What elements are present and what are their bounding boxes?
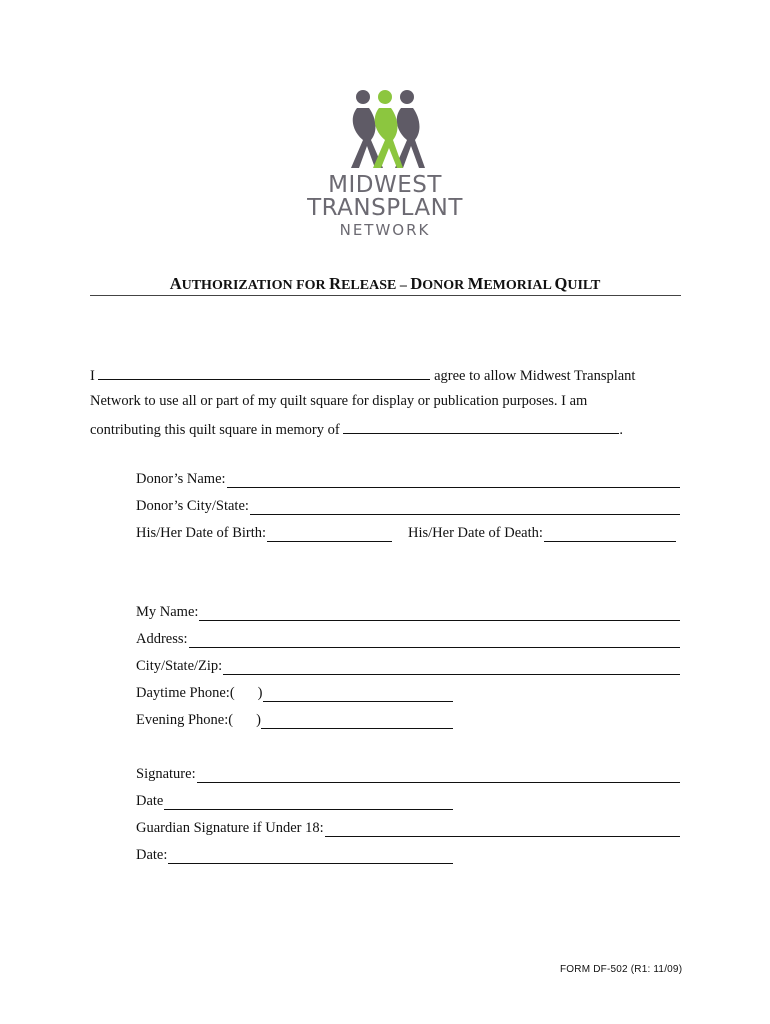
donor-name-field	[136, 471, 680, 488]
logo-text-transplant: TRANSPLANT	[307, 195, 463, 221]
donor-dob-input[interactable]	[267, 526, 392, 542]
address-label: Address:	[136, 631, 188, 647]
my-name-input[interactable]	[199, 605, 680, 621]
donor-dod-label: His/Her Date of Death:	[408, 525, 543, 541]
date-input[interactable]	[164, 794, 453, 810]
logo-text-network: NETWORK	[339, 221, 431, 239]
title-part-1: UTHORIZATION FOR	[181, 278, 330, 293]
donor-name-label: Donor’s Name:	[136, 471, 226, 487]
title-part-2: ELEASE –	[341, 278, 411, 293]
evening-phone-input[interactable]	[261, 713, 453, 729]
form-number: FORM DF-502 (R1: 11/09)	[560, 964, 683, 975]
donor-city-state-input[interactable]	[250, 499, 680, 515]
paragraph-pronoun: I	[90, 368, 95, 384]
daytime-phone-input[interactable]	[263, 686, 453, 702]
city-state-zip-label: City/State/Zip:	[136, 658, 223, 674]
signature-field	[136, 766, 680, 783]
my-name-label: My Name:	[136, 604, 199, 620]
my-name-field	[136, 604, 680, 621]
title-cap-q: Q	[554, 274, 568, 293]
donor-city-state-label: Donor’s City/State:	[136, 498, 249, 514]
daytime-phone-paren-close: )	[257, 685, 263, 701]
city-state-zip-input[interactable]	[223, 659, 680, 675]
title-cap-r: R	[329, 274, 342, 293]
signature-label: Signature:	[136, 766, 196, 782]
guardian-signature-input[interactable]	[325, 821, 680, 837]
authorization-line-1	[90, 366, 635, 385]
authorizer-name-blank[interactable]	[98, 366, 430, 380]
daytime-phone-label: Daytime Phone:(	[136, 685, 235, 701]
ribbon-figures-logo-icon	[345, 88, 425, 170]
title-divider	[90, 295, 681, 296]
address-field	[136, 631, 680, 648]
authorization-line-2: Network to use all or part of my quilt square for display or publication purposes. I am	[90, 393, 588, 409]
title-cap-d: D	[410, 274, 423, 293]
date-field	[136, 793, 453, 810]
guardian-signature-field	[136, 820, 680, 837]
paragraph-line-1-text: agree to allow Midwest Transplant	[434, 368, 636, 384]
donor-name-input[interactable]	[227, 472, 680, 488]
organization-logo	[300, 88, 470, 248]
city-state-zip-field	[136, 658, 680, 675]
evening-phone-field	[136, 712, 453, 729]
guardian-signature-label: Guardian Signature if Under 18:	[136, 820, 324, 836]
paragraph-period: .	[619, 422, 623, 438]
authorization-line-3	[90, 420, 623, 439]
donor-dob-label: His/Her Date of Birth:	[136, 525, 267, 541]
donor-dob-field	[136, 525, 392, 542]
signature-input[interactable]	[197, 767, 680, 783]
guardian-date-label: Date:	[136, 847, 168, 863]
logo-text-midwest: MIDWEST	[328, 172, 442, 198]
title-part-3: ONOR	[422, 278, 468, 293]
title-part-5: UILT	[567, 278, 601, 293]
title-part-4: EMORIAL	[483, 278, 555, 293]
title-cap-m: M	[467, 274, 484, 293]
paragraph-line-3-text: contributing this quilt square in memory of	[90, 422, 340, 438]
guardian-date-input[interactable]	[168, 848, 453, 864]
title-cap-a: A	[169, 274, 182, 293]
daytime-phone-field	[136, 685, 453, 702]
donor-dod-input[interactable]	[544, 526, 676, 542]
document-title	[90, 274, 680, 294]
date-label: Date	[136, 793, 164, 809]
in-memory-of-blank[interactable]	[343, 420, 619, 434]
guardian-date-field	[136, 847, 453, 864]
address-input[interactable]	[189, 632, 680, 648]
evening-phone-paren-close: )	[256, 712, 261, 728]
donor-city-state-field	[136, 498, 680, 515]
donor-dod-field	[408, 525, 676, 542]
evening-phone-label: Evening Phone:(	[136, 712, 234, 728]
